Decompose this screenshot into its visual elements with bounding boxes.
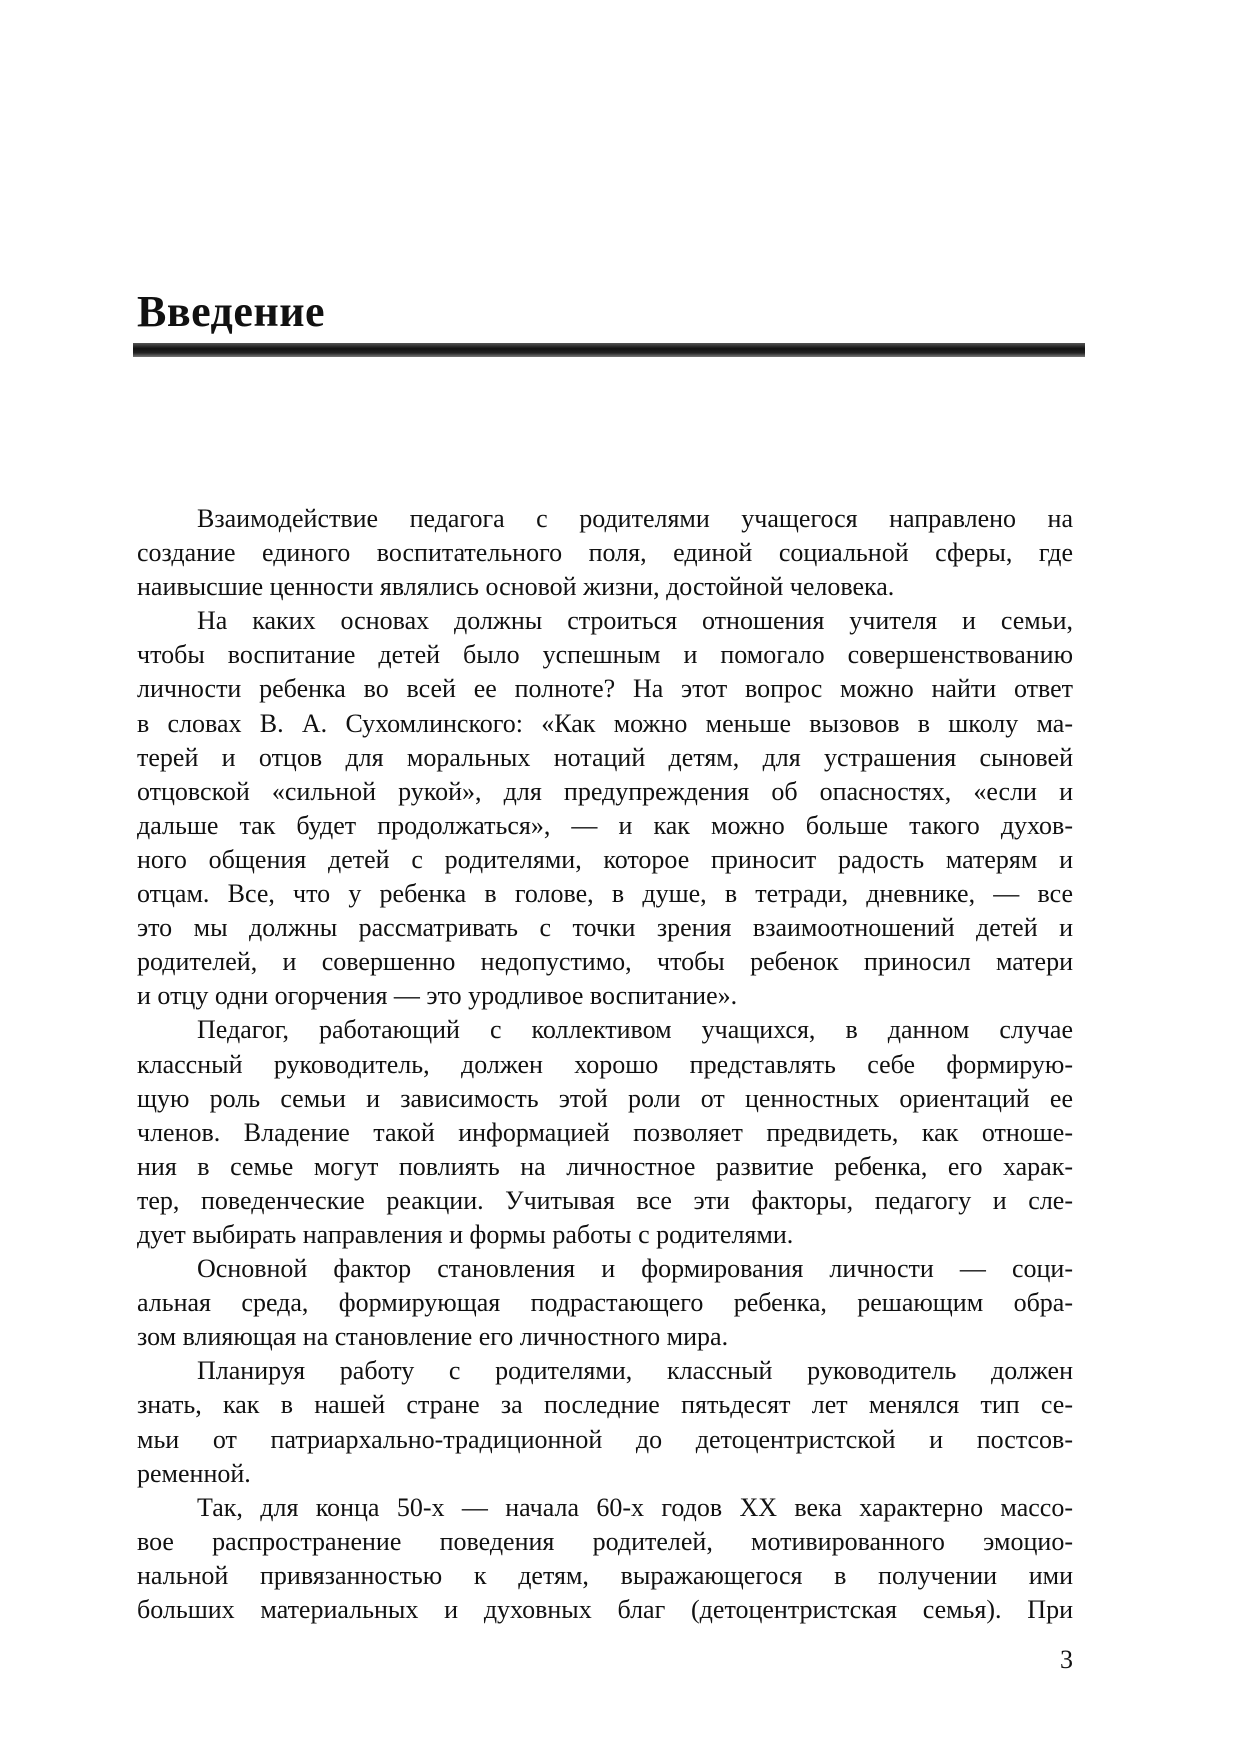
page-number: 3 (1060, 1645, 1073, 1674)
text-line: Так, для конца 50-х — начала 60-х годов XX века характерно массо- (197, 1492, 1073, 1522)
text-line: в словах В. А. Сухомлинского: «Как можно меньше вызовов в школу ма- (137, 708, 1073, 738)
text-line: личности ребенка во всей ее полноте? На этот вопрос можно найти ответ (137, 674, 1073, 704)
text-line: чтобы воспитание детей было успешным и помогало совершенствованию (137, 640, 1073, 670)
text-line: родителей, и совершенно недопустимо, чтобы ребенок приносил матери (137, 947, 1073, 977)
text-line: Взаимодействие педагога с родителями учащегося направлено на (197, 504, 1073, 533)
text-line: и отцу одни огорчения — это уродливое воспитание». (137, 981, 738, 1011)
text-line: ного общения детей с родителями, которое приносит радость матерям и (137, 844, 1073, 874)
text-line: мьи от патриархально-традиционной до детоцентристской и постсов- (137, 1424, 1073, 1454)
text-line: дальше так будет продолжаться», — и как можно больше такого духов- (137, 810, 1073, 840)
text-line: создание единого воспитательного поля, единой социальной сферы, где (137, 538, 1073, 568)
text-line: терей и отцов для моральных нотаций детям, для устрашения сыновей (137, 742, 1073, 772)
text-line: больших материальных и духовных благ (детоцентристская семья). При (137, 1595, 1073, 1624)
text-line: тер, поведенческие реакции. Учитывая все эти факторы, педагогу и сле- (137, 1185, 1073, 1215)
text-line: членов. Владение такой информацией позволяет предвидеть, как отноше- (137, 1117, 1073, 1147)
heading-rule (133, 343, 1085, 357)
text-line: Педагог, работающий с коллективом учащихся, в данном случае (197, 1015, 1073, 1045)
text-line: щую роль семьи и зависимость этой роли от ценностных ориентаций ее (137, 1083, 1073, 1113)
text-line: знать, как в нашей стране за последние пятьдесят лет менялся тип се- (137, 1390, 1073, 1420)
text-line: дует выбирать направления и формы работы с родителями. (137, 1219, 794, 1249)
text-line: Планируя работу с родителями, классный руководитель должен (197, 1356, 1073, 1386)
body-text (137, 502, 1073, 1627)
text-line: зом влияющая на становление его личностного мира. (137, 1322, 729, 1352)
text-line: ния в семье могут повлиять на личностное развитие ребенка, его харак- (137, 1151, 1073, 1181)
chapter-heading: Введение (137, 287, 326, 336)
text-line: На каких основах должны строиться отношения учителя и семьи, (197, 606, 1073, 636)
text-line: ременной. (137, 1458, 251, 1488)
text-line: отцовской «сильной рукой», для предупреждения об опасностях, «если и (137, 776, 1073, 806)
text-line: отцам. Все, что у ребенка в голове, в душе, в тетради, дневнике, — все (137, 879, 1073, 909)
text-line: альная среда, формирующая подрастающего ребенка, решающим обра- (137, 1288, 1073, 1318)
text-line: классный руководитель, должен хорошо представлять себе формирую- (137, 1049, 1073, 1079)
text-line: вое распространение поведения родителей, мотивированного эмоцио- (137, 1526, 1073, 1556)
text-line: Основной фактор становления и формирования личности — соци- (197, 1254, 1073, 1284)
text-line: наивысшие ценности являлись основой жизни, достойной человека. (137, 572, 895, 602)
text-line: нальной привязанностью к детям, выражающегося в получении ими (137, 1560, 1073, 1590)
text-line: это мы должны рассматривать с точки зрения взаимоотношений детей и (137, 913, 1073, 943)
